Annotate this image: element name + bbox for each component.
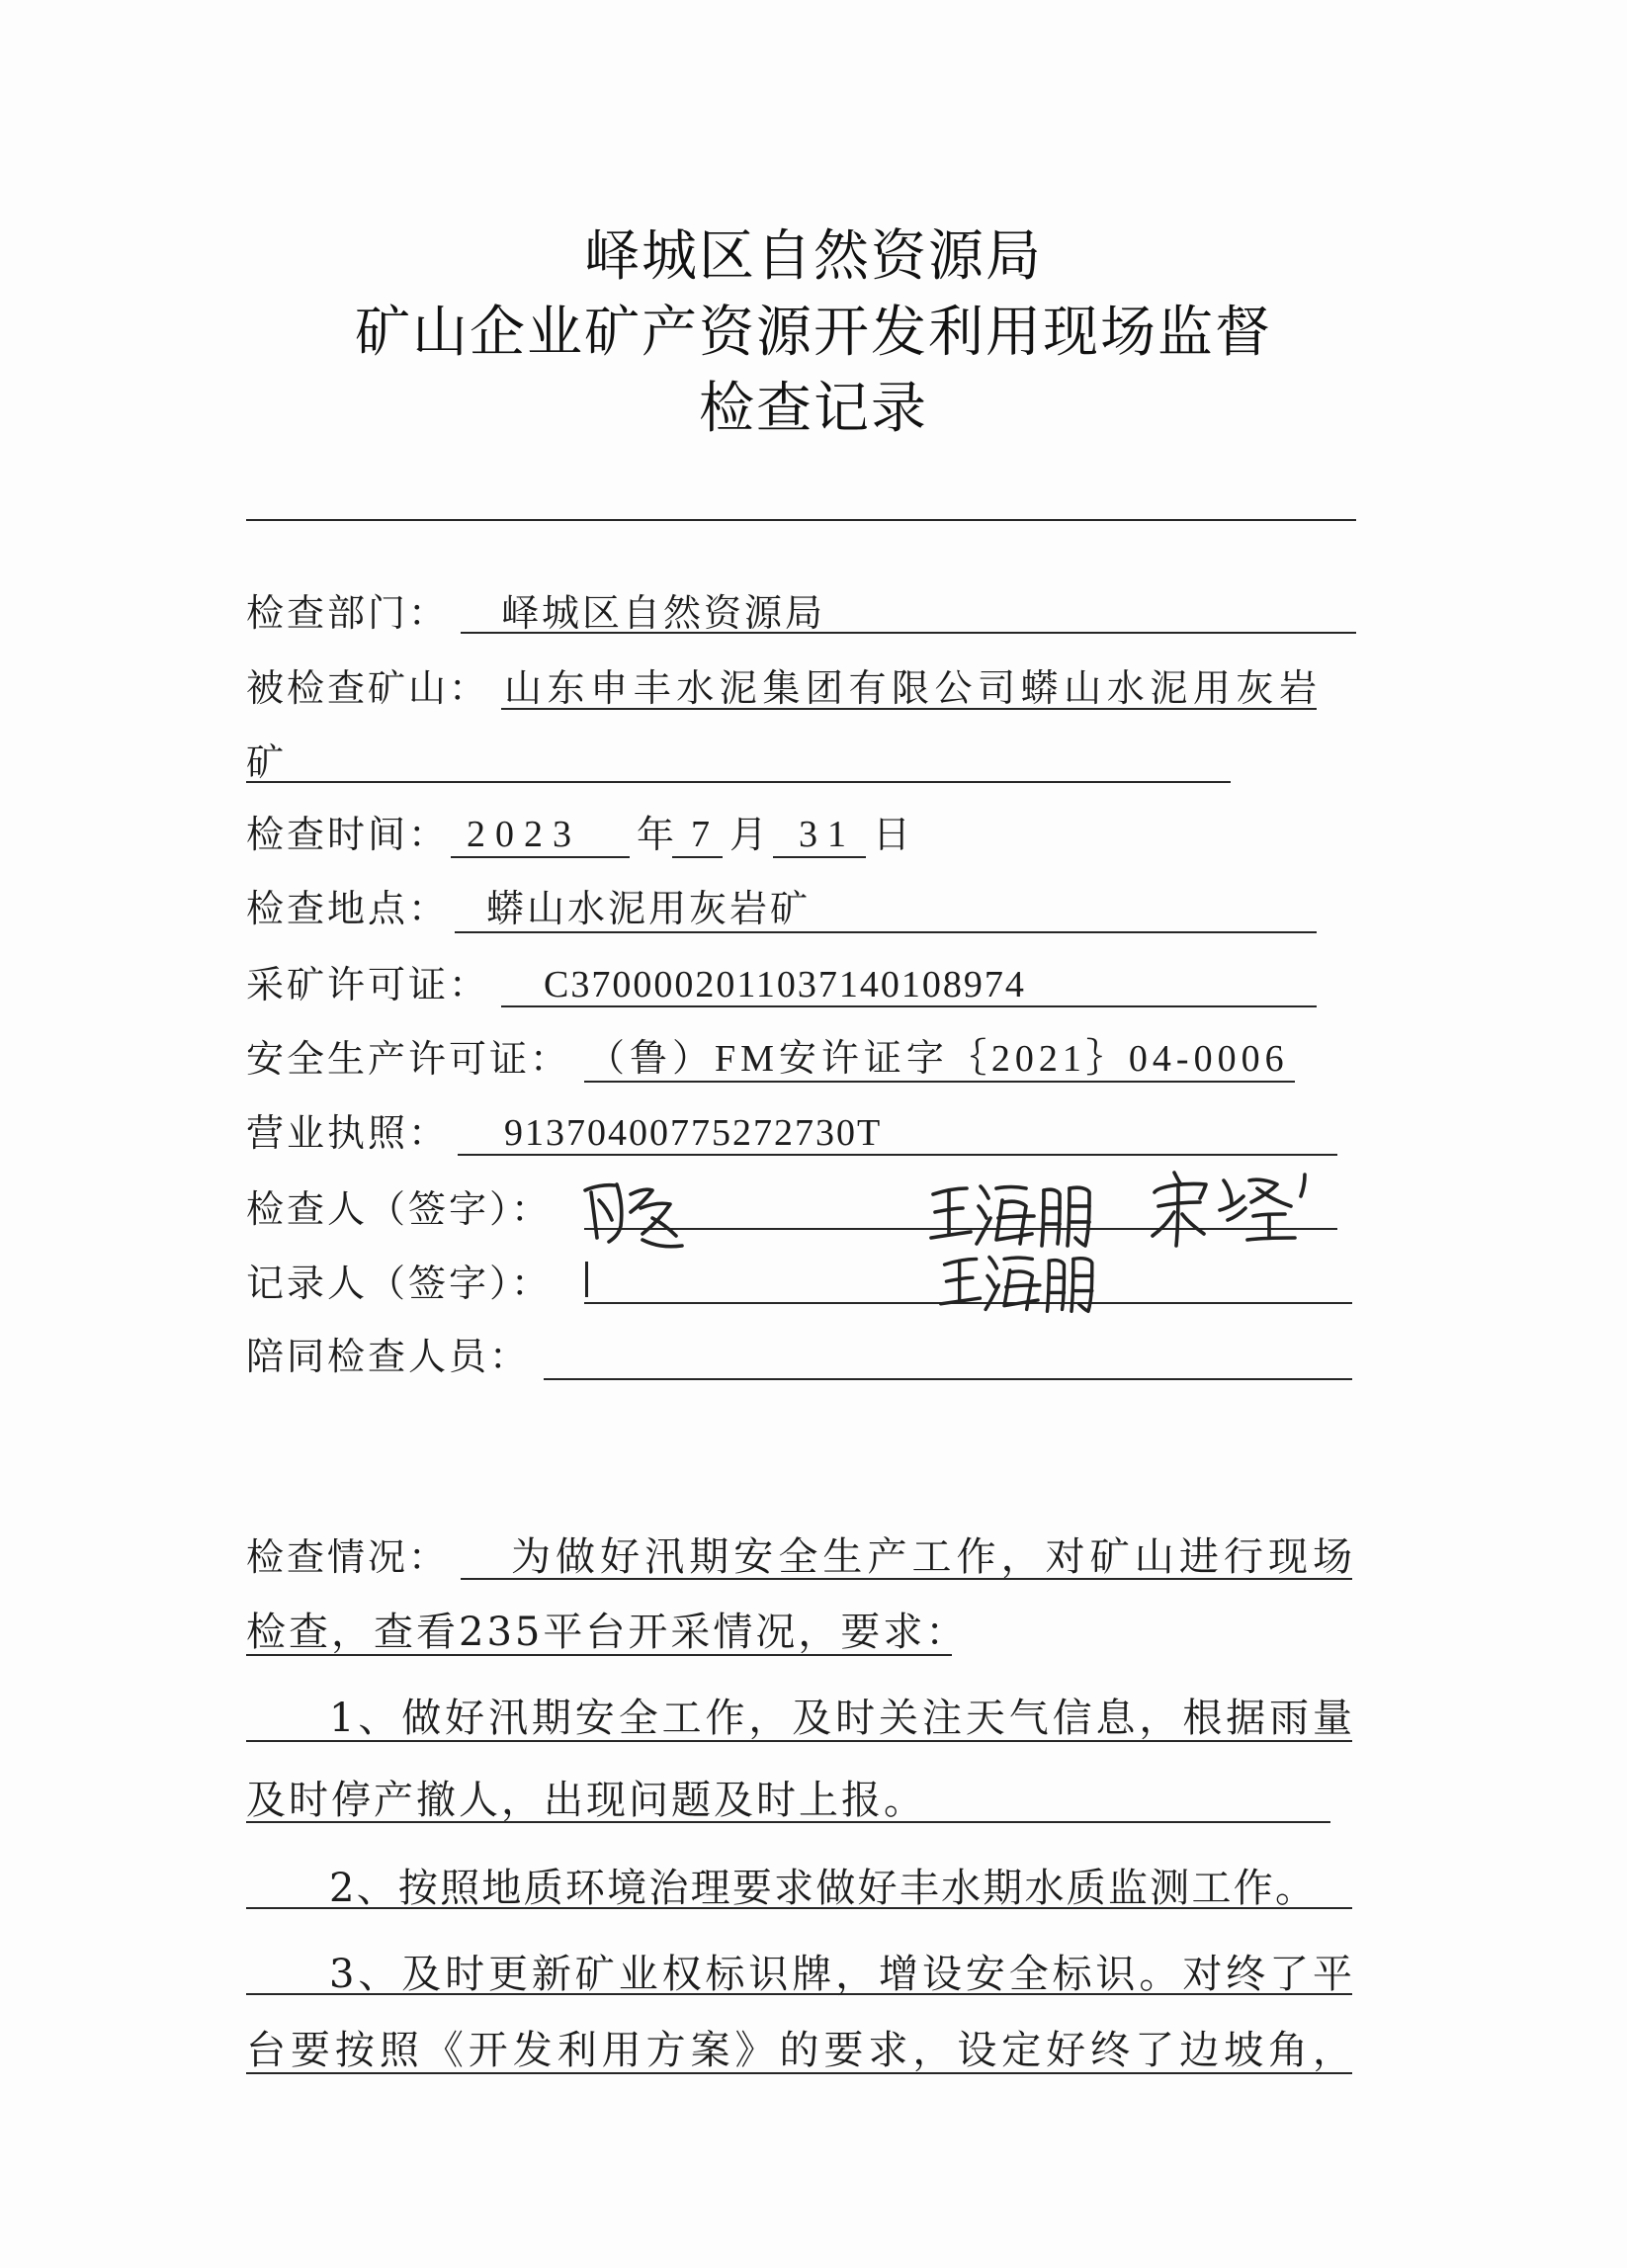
recorder-signature [937, 1246, 1105, 1321]
year-underline [451, 856, 630, 858]
situation-underline-1 [461, 1578, 1352, 1580]
title-divider [246, 519, 1356, 521]
location-underline [455, 931, 1317, 933]
inspector-signature-1 [581, 1177, 700, 1256]
safety-license-value: （鲁）FM安许证字｛2021｝04-0006 [587, 1038, 1289, 1080]
situation-line-3: 1、做好汛期安全工作，及时关注天气信息，根据雨量 [329, 1696, 1352, 1741]
accompanying-underline [544, 1378, 1352, 1380]
inspection-day: 31 [799, 814, 856, 855]
situation-line-2: 检查，查看235平台开采情况，要求： [246, 1610, 969, 1655]
department-value: 峄城区自然资源局 [501, 591, 826, 635]
situation-underline-3 [246, 1740, 1352, 1742]
department-label: 检查部门： [246, 591, 450, 635]
inspection-year: 2023 [467, 814, 581, 855]
title-line-2: 矿山企业矿产资源开发利用现场监督 [355, 301, 1272, 365]
situation-underline-2 [246, 1654, 952, 1656]
mining-license-label: 采矿许可证： [246, 963, 490, 1006]
situation-line-1: 为做好汛期安全生产工作，对矿山进行现场 [511, 1534, 1352, 1580]
safety-license-underline [584, 1081, 1295, 1083]
inspected-mine-label: 被检查矿山： [246, 666, 490, 710]
mining-license-value: C3700002011037140108974 [544, 964, 1026, 1005]
inspected-mine-underline [501, 708, 1317, 710]
inspection-month: 7 [691, 814, 713, 855]
inspection-date-label: 检查时间： [246, 813, 450, 856]
recorder-pen-mark [585, 1262, 588, 1297]
situation-underline-5 [246, 1907, 1352, 1909]
business-license-value: 91370400775272730T [504, 1112, 883, 1154]
situation-line-5: 2、按照地质环境治理要求做好丰水期水质监测工作。 [329, 1866, 1315, 1911]
inspected-mine-underline-2 [246, 781, 1231, 783]
situation-label: 检查情况： [246, 1535, 450, 1579]
location-value: 蟒山水泥用灰岩矿 [486, 887, 812, 930]
business-license-underline [458, 1154, 1337, 1156]
inspector-signature-3 [1145, 1167, 1315, 1254]
title-line-1: 峄城区自然资源局 [584, 224, 1043, 289]
inspected-mine-value: 山东申丰水泥集团有限公司蟒山水泥用灰岩 [504, 666, 1317, 710]
year-unit: 年 [637, 813, 678, 856]
situation-underline-7 [246, 2072, 1352, 2074]
situation-underline-6 [246, 1993, 1352, 1995]
business-license-label: 营业执照： [246, 1111, 450, 1155]
month-underline [672, 856, 723, 858]
mining-license-underline [501, 1005, 1317, 1007]
safety-license-label: 安全生产许可证： [246, 1037, 571, 1081]
situation-line-6: 3、及时更新矿业权标识牌，增设安全标识。对终了平 [329, 1952, 1352, 1997]
location-label: 检查地点： [246, 887, 450, 930]
inspected-mine-value-continued: 矿 [246, 741, 288, 784]
accompanying-label: 陪同检查人员： [246, 1335, 531, 1378]
day-unit: 日 [873, 813, 914, 856]
day-underline [773, 856, 866, 858]
situation-line-4: 及时停产撤人，出现问题及时上报。 [246, 1778, 926, 1823]
title-line-3: 检查记录 [699, 377, 928, 441]
department-underline [461, 632, 1356, 634]
situation-line-7: 台要按照《开发利用方案》的要求，设定好终了边坡角， [246, 2028, 1352, 2073]
recorder-label: 记录人（签字）： [246, 1262, 553, 1305]
situation-underline-4 [246, 1821, 1330, 1823]
month-unit: 月 [729, 813, 771, 856]
inspector-label: 检查人（签字）： [246, 1187, 553, 1231]
